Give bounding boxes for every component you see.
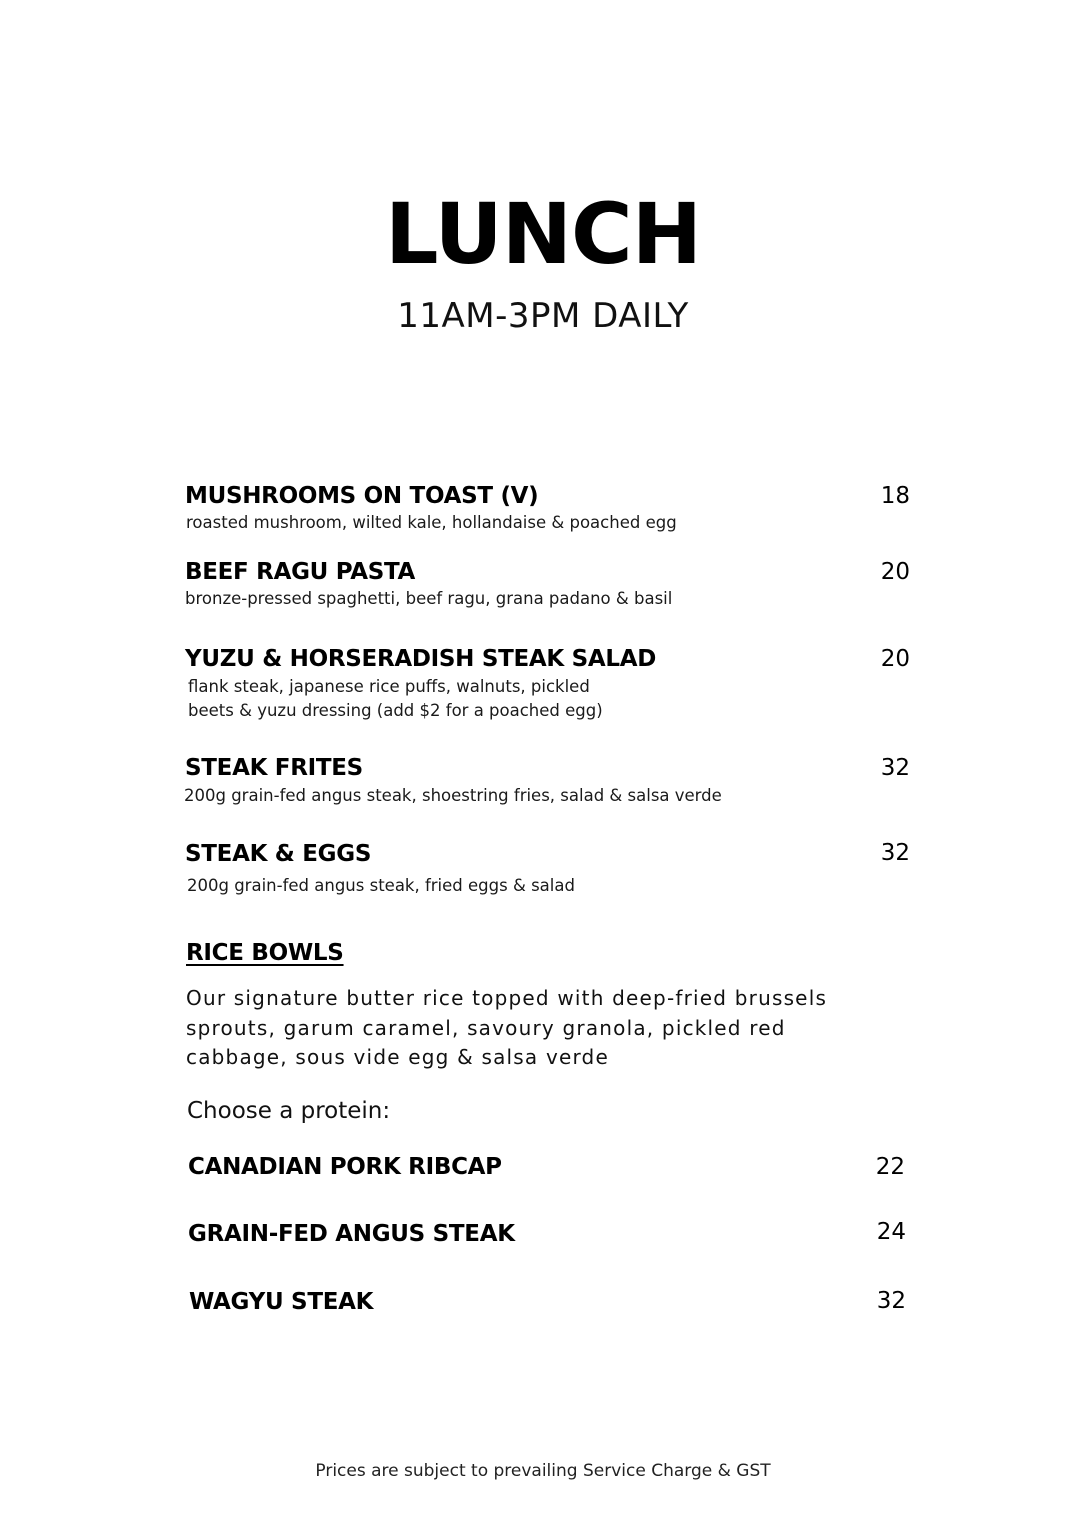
service-hours: 11AM-3PM DAILY bbox=[397, 296, 689, 336]
footer-note: Prices are subject to prevailing Service Charge & GST bbox=[315, 1461, 771, 1481]
item-price: 18 bbox=[880, 483, 910, 509]
section-heading: RICE BOWLS bbox=[186, 940, 344, 966]
item-description: roasted mushroom, wilted kale, hollandaise & poached egg bbox=[186, 513, 677, 532]
protein-name: WAGYU STEAK bbox=[189, 1289, 374, 1315]
protein-price: 22 bbox=[875, 1154, 905, 1180]
section-description-line-1: Our signature butter rice topped with deep-fried brussels bbox=[186, 986, 828, 1010]
item-name: STEAK FRITES bbox=[185, 755, 363, 781]
item-price: 20 bbox=[880, 559, 910, 585]
item-price: 32 bbox=[880, 840, 910, 866]
protein-name: CANADIAN PORK RIBCAP bbox=[188, 1154, 502, 1180]
item-price: 32 bbox=[880, 755, 910, 781]
protein-prompt: Choose a protein: bbox=[187, 1098, 391, 1124]
item-price: 20 bbox=[880, 646, 910, 672]
item-description-line-1: flank steak, japanese rice puffs, walnuts, pickled bbox=[188, 677, 590, 696]
protein-price: 32 bbox=[876, 1288, 906, 1314]
item-name: STEAK & EGGS bbox=[185, 841, 372, 867]
page-title: LUNCH bbox=[385, 185, 701, 283]
protein-price: 24 bbox=[876, 1219, 906, 1245]
item-description: 200g grain-fed angus steak, shoestring fries, salad & salsa verde bbox=[184, 786, 722, 805]
item-name: BEEF RAGU PASTA bbox=[185, 559, 416, 585]
protein-name: GRAIN-FED ANGUS STEAK bbox=[188, 1221, 515, 1247]
section-description-line-3: cabbage, sous vide egg & salsa verde bbox=[186, 1045, 609, 1069]
section-description bbox=[186, 984, 906, 1073]
item-description-line-2: beets & yuzu dressing (add $2 for a poached egg) bbox=[188, 701, 603, 720]
item-name: YUZU & HORSERADISH STEAK SALAD bbox=[185, 646, 657, 672]
item-description: bronze-pressed spaghetti, beef ragu, grana padano & basil bbox=[185, 589, 673, 608]
section-description-line-2: sprouts, garum caramel, savoury granola, pickled red bbox=[186, 1015, 786, 1040]
item-description: 200g grain-fed angus steak, fried eggs & salad bbox=[187, 876, 575, 895]
item-name: MUSHROOMS ON TOAST (V) bbox=[185, 483, 539, 509]
